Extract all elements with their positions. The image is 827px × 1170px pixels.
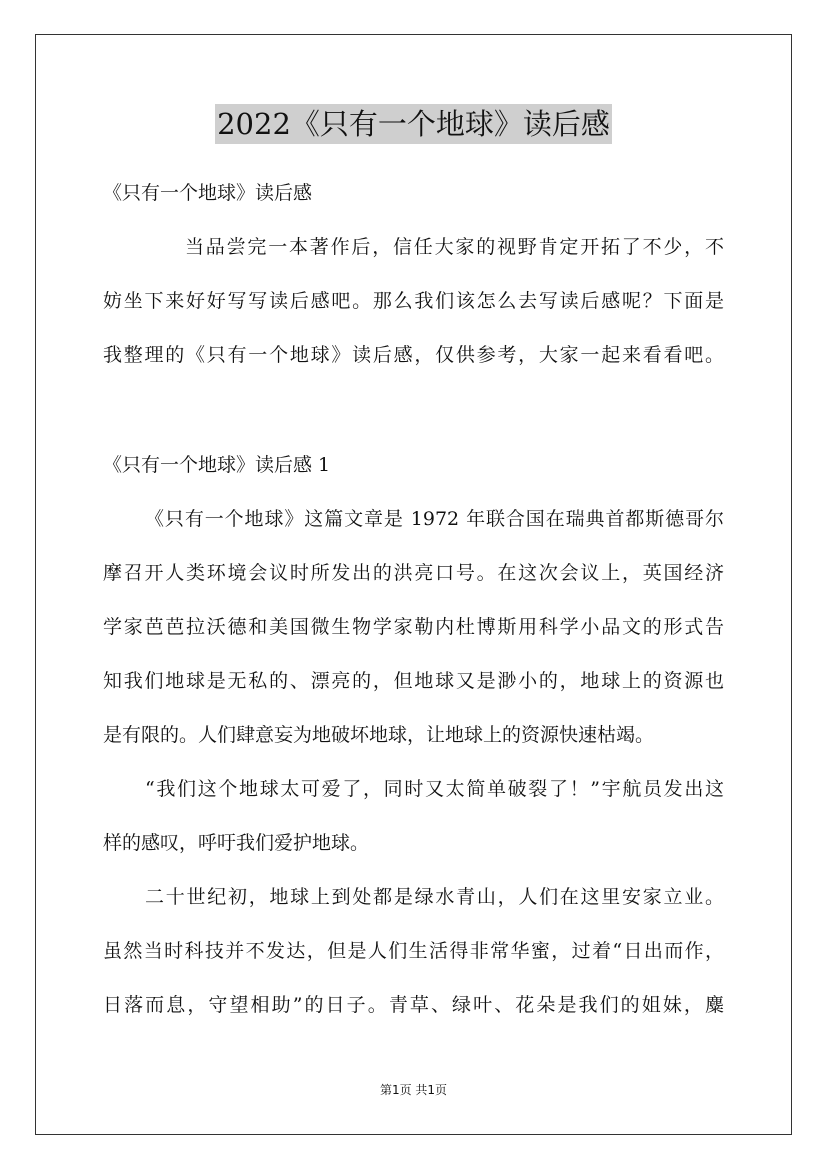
document-title-wrapper xyxy=(0,104,827,144)
intro-line-1: 当品尝完一本著作后，信任大家的视野肯定开拓了不少，不 xyxy=(185,236,724,258)
paragraph1-line-1: 《只有一个地球》这篇文章是 1972 年联合国在瑞典首都斯德哥尔 xyxy=(145,508,724,530)
paragraph2-line-2: 样的感叹，呼吁我们爱护地球。 xyxy=(103,832,370,854)
document-title: 2022《只有一个地球》读后感 xyxy=(215,104,612,144)
paragraph1-line-3: 学家芭芭拉沃德和美国微生物学家勒内杜博斯用科学小品文的形式告 xyxy=(103,616,724,638)
page-footer: 第1页 共1页 xyxy=(379,1083,448,1097)
paragraph3-line-3: 日落而息，守望相助”的日子。青草、绿叶、花朵是我们的姐妹，麋 xyxy=(103,994,724,1016)
paragraph3-line-1: 二十世纪初，地球上到处都是绿水青山，人们在这里安家立业。 xyxy=(145,886,724,908)
document-subtitle: 《只有一个地球》读后感 xyxy=(103,182,313,204)
paragraph2-line-1: “我们这个地球太可爱了，同时又太简单破裂了！”宇航员发出这 xyxy=(145,778,724,800)
paragraph1-line-2: 摩召开人类环境会议时所发出的洪亮口号。在这次会议上，英国经济 xyxy=(103,562,724,584)
paragraph3-line-2: 虽然当时科技并不发达，但是人们生活得非常华蜜，过着“日出而作， xyxy=(103,940,724,962)
intro-line-2: 妨坐下来好好写写读后感吧。那么我们该怎么去写读后感呢？下面是 xyxy=(103,290,724,312)
paragraph1-line-4: 知我们地球是无私的、漂亮的，但地球又是渺小的，地球上的资源也 xyxy=(103,670,724,692)
section-heading: 《只有一个地球》读后感 1 xyxy=(103,454,331,476)
paragraph1-line-5: 是有限的。人们肆意妄为地破坏地球，让地球上的资源快速枯竭。 xyxy=(103,724,655,746)
intro-line-3: 我整理的《只有一个地球》读后感，仅供参考，大家一起来看看吧。 xyxy=(103,344,724,366)
